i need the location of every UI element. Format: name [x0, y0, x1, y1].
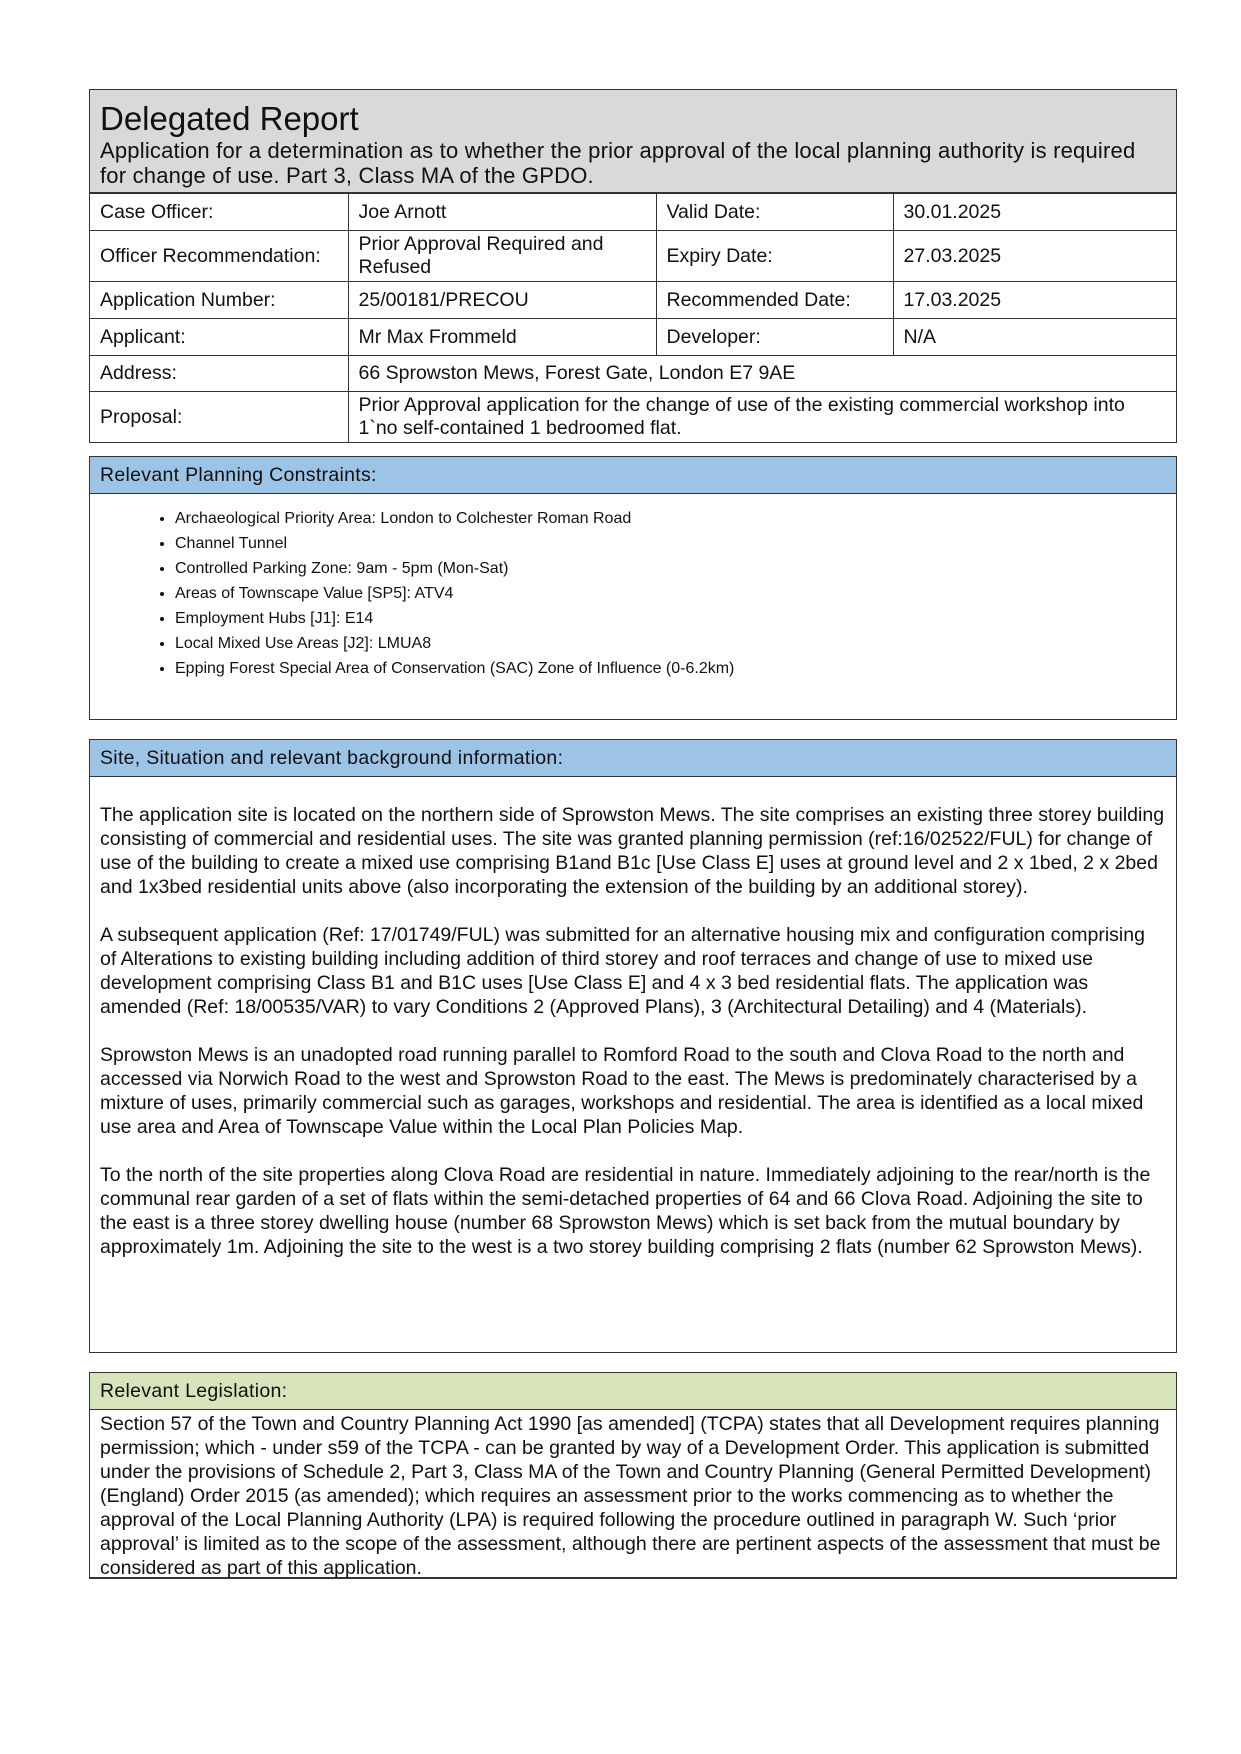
section-heading: Relevant Legislation: — [90, 1373, 1176, 1410]
list-item: • Employment Hubs [J1]: E14 — [175, 606, 1176, 631]
table-row — [90, 282, 1176, 319]
developer: N/A — [893, 319, 1176, 356]
case-officer: Joe Arnott — [348, 194, 656, 231]
address: 66 Sprowston Mews, Forest Gate, London E7 9AE — [348, 356, 1176, 392]
list-item: • Archaeological Priority Area: London to Colchester Roman Road — [175, 506, 1176, 531]
expiry-date: 27.03.2025 — [893, 231, 1176, 282]
list-item: • Controlled Parking Zone: 9am - 5pm (Mon-Sat) — [175, 556, 1176, 581]
paragraph: The application site is located on the northern side of Sprowston Mews. The site comprises an existing three storey building consisting of commercial and residential uses. The site was granted planning permission (ref:16/02522/FUL) for change of use of the building to create a mixed use comprising B1and B1c [Use Class E] uses at ground level and 2 x 1bed, 2 x 2bed and 1x3bed residential units above (also incorporating the extension of the building by an additional storey). — [100, 804, 1165, 898]
label: Case Officer: — [90, 194, 348, 231]
list-item: • Local Mixed Use Areas [J2]: LMUA8 — [175, 631, 1176, 656]
report-subtitle: Application for a determination as to whether the prior approval of the local planning authority is required for change of use. Part 3, Class MA of the GPDO. — [100, 138, 1136, 188]
proposal: Prior Approval application for the change of use of the existing commercial workshop into 1`no self-contained 1 bedroomed flat. — [348, 392, 1176, 443]
recommendation: Prior Approval Required and Refused — [348, 231, 656, 282]
constraints-section — [89, 456, 1177, 720]
table-row — [90, 319, 1176, 356]
table-row — [90, 231, 1176, 282]
list-item: • Areas of Townscape Value [SP5]: ATV4 — [175, 581, 1176, 606]
label: Valid Date: — [656, 194, 893, 231]
recommended-date: 17.03.2025 — [893, 282, 1176, 319]
label: Developer: — [656, 319, 893, 356]
section-heading: Site, Situation and relevant background information: — [90, 740, 1176, 777]
details-table — [90, 193, 1176, 442]
report-header — [90, 90, 1176, 193]
paragraph: Sprowston Mews is an unadopted road running parallel to Romford Road to the south and Clova Road to the north and accessed via Norwich Road to the west and Sprowston Road to the east. The Mews is predominately characterised by a mixture of uses, primarily commercial such as garages, workshops and residential. The area is identified as a local mixed use area and Area of Townscape Value within the Local Plan Policies Map. — [100, 1044, 1144, 1138]
label: Address: — [90, 356, 348, 392]
table-row — [90, 194, 1176, 231]
list-item: • Epping Forest Special Area of Conservation (SAC) Zone of Influence (0-6.2km) — [175, 656, 1176, 681]
application-number: 25/00181/PRECOU — [348, 282, 656, 319]
label: Application Number: — [90, 282, 348, 319]
report-summary — [89, 89, 1177, 443]
paragraph: To the north of the site properties along Clova Road are residential in nature. Immediately adjoining to the rear/north is the communal rear garden of a set of flats within the semi-detached properties of 64 and 66 Clova Road. Adjoining the site to the east is a three storey dwelling house (number 68 Sprowston Mews) which is set back from the mutual boundary by approximately 1m. Adjoining the site to the west is a two storey building comprising 2 flats (number 62 Sprowston Mews). — [100, 1164, 1151, 1258]
label: Proposal: — [90, 392, 348, 443]
label: Officer Recommendation: — [90, 231, 348, 282]
legislation-section — [89, 1372, 1177, 1579]
section-heading: Relevant Planning Constraints: — [90, 457, 1176, 494]
constraints-list — [90, 506, 1176, 681]
site-section — [89, 739, 1177, 1353]
list-item: • Channel Tunnel — [175, 531, 1176, 556]
label: Recommended Date: — [656, 282, 893, 319]
page-title: Delegated Report — [100, 100, 359, 137]
legislation-text: Section 57 of the Town and Country Planning Act 1990 [as amended] (TCPA) states that all Development requires planning permission; which - under s59 of the TCPA - can be granted by way of a Development Order. This application is submitted under the provisions of Schedule 2, Part 3, Class MA of the Town and Country Planning (General Permitted Development) (England) Order 2015 (as amended); which requires an assessment prior to the works commencing as to whether the approval of the Local Planning Authority (LPA) is required following the procedure outlined in paragraph W. Such ‘prior approval’ is limited as to the scope of the assessment, although there are pertinent aspects of the assessment that must be considered as part of this application. — [100, 1413, 1161, 1579]
table-row — [90, 356, 1176, 392]
table-row — [90, 392, 1176, 443]
applicant: Mr Max Frommeld — [348, 319, 656, 356]
valid-date: 30.01.2025 — [893, 194, 1176, 231]
label: Expiry Date: — [656, 231, 893, 282]
paragraph: A subsequent application (Ref: 17/01749/FUL) was submitted for an alternative housing mix and configuration comprising of Alterations to existing building including addition of third storey and roof terraces and change of use to mixed use development comprising Class B1 and B1C uses [Use Class E] and 4 x 3 bed residential flats. The application was amended (Ref: 18/00535/VAR) to vary Conditions 2 (Approved Plans), 3 (Architectural Detailing) and 4 (Materials). — [100, 924, 1145, 1018]
label: Applicant: — [90, 319, 348, 356]
